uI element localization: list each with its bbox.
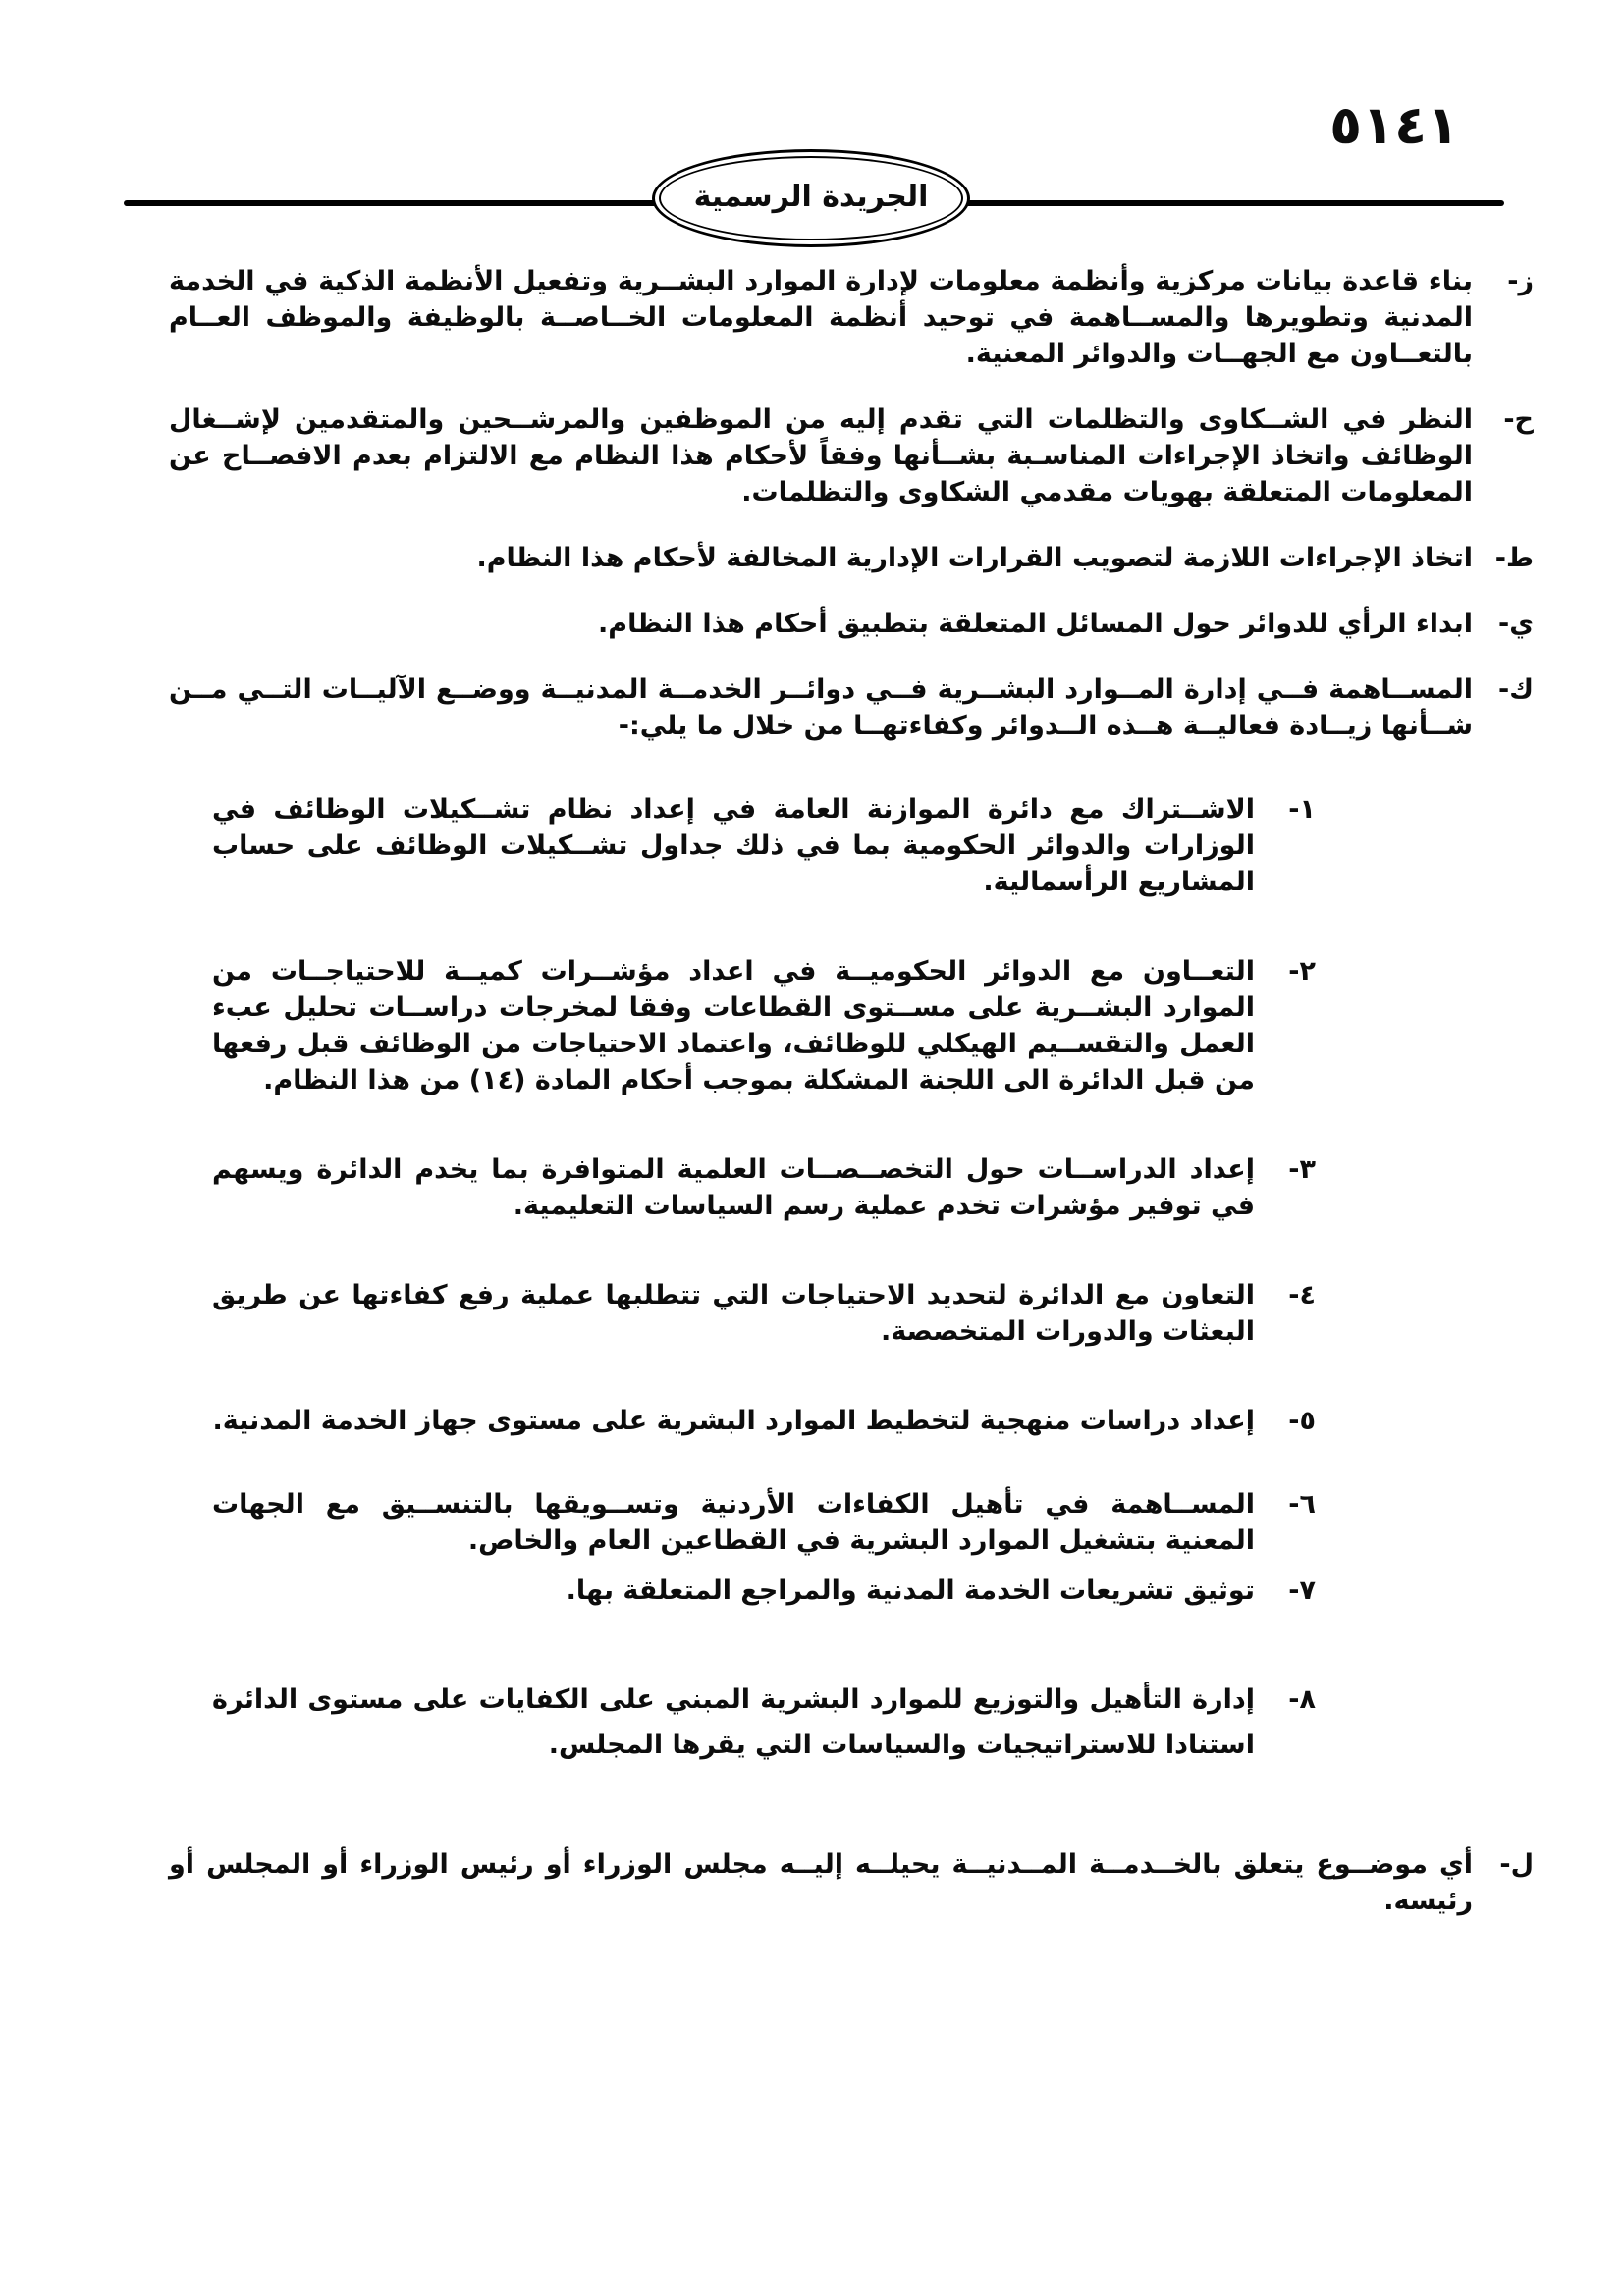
- item-marker: ٥-: [1288, 1406, 1316, 1436]
- body-text: [169, 263, 1534, 1919]
- item-text: إعداد دراسات منهجية لتخطيط الموارد البشرية على مستوى جهاز الخدمة المدنية.: [212, 1406, 1255, 1436]
- item-text: أي موضــوع يتعلق بالخــدمــة المــدنيــة يحيلــه إليــه مجلس الوزراء أو رئيس الوزراء أو المجلس أو رئيسه.: [169, 1849, 1473, 1916]
- item-marker: ٢-: [1288, 956, 1316, 987]
- item-text: إعداد الدراســات حول التخصــصــات العلمية المتوافرة بما يخدم الدائرة ويسهم في توفير مؤشرات تخدم عملية رسم السياسات التعليمية.: [212, 1154, 1255, 1221]
- gazette-oval: [652, 149, 970, 247]
- item-marker: ١-: [1288, 794, 1316, 825]
- gazette-title: الجريدة الرسمية: [693, 179, 929, 214]
- item-text: بناء قاعدة بيانات مركزية وأنظمة معلومات لإدارة الموارد البشــرية وتفعيل الأنظمة الذكية في الخدمة المدنية وتطويرها والمســاهمة في توحيد أنظمة المعلومات الخــاصــة بالوظيفة والموظف العــام بالتعــاون مع الجهــات والدوائر المعنية.: [169, 266, 1473, 369]
- item-text: ابداء الرأي للدوائر حول المسائل المتعلقة بتطبيق أحكام هذا النظام.: [598, 609, 1473, 639]
- item-marker: ز-: [1507, 266, 1534, 296]
- item-marker: ٤-: [1288, 1280, 1316, 1310]
- list-item-3: [212, 1151, 1316, 1224]
- list-item-k: [169, 671, 1534, 744]
- item-text: المســاهمة في تأهيل الكفاءات الأردنية وتســويقها بالتنســيق مع الجهات المعنية بتشغيل الموارد البشرية في القطاعين العام والخاص.: [212, 1489, 1255, 1556]
- list-item-1: [212, 791, 1316, 900]
- list-item-y: [169, 606, 1534, 642]
- item-text: توثيق تشريعات الخدمة المدنية والمراجع المتعلقة بها.: [566, 1575, 1255, 1606]
- item-marker: ٦-: [1288, 1489, 1316, 1520]
- item-marker: ٧-: [1288, 1575, 1316, 1606]
- list-item-2: [212, 953, 1316, 1098]
- item-text: النظر في الشــكاوى والتظلمات التي تقدم إليه من الموظفين والمرشــحين والمتقدمين لإشــغال الوظائف واتخاذ الإجراءات المناسـبة بشــأنها وفقاً لأحكام هذا النظام مع الالتزام بعدم الافصــاح عن المعلومات المتعلقة بهويات مقدمي الشكاوى والتظلمات.: [169, 404, 1473, 507]
- item-marker: ٨-: [1288, 1684, 1316, 1715]
- item-marker: ي-: [1498, 609, 1534, 639]
- item-marker: ط-: [1494, 543, 1534, 573]
- list-item-z: [169, 263, 1534, 372]
- item-marker: ك-: [1498, 674, 1534, 705]
- item-text: التعــاون مع الدوائر الحكوميــة في اعداد مؤشــرات كميــة للاحتياجــات من الموارد البشــرية على مســتوى القطاعات وفقا لمخرجات دراســات تحليل عبء العمل والتقســيم الهيكلي للوظائف، واعتماد الاحتياجات من الوظائف قبل رفعها من قبل الدائرة الى اللجنة المشكلة بموجب أحكام المادة (١٤) من هذا النظام.: [212, 956, 1255, 1095]
- gazette-oval-inner: [659, 156, 963, 240]
- list-item-tt: [169, 540, 1534, 576]
- list-item-7: [212, 1573, 1316, 1609]
- item-marker: ل-: [1499, 1849, 1534, 1880]
- item-text: إدارة التأهيل والتوزيع للموارد البشرية المبني على الكفايات على مستوى الدائرة استنادا للاستراتيجيات والسياسات التي يقرها المجلس.: [212, 1684, 1255, 1760]
- item-text: المســاهمة فــي إدارة المــوارد البشــرية فــي دوائــر الخدمــة المدنيــة ووضــع الآليــات التــي مــن شــأنها زيــادة فعاليــة هــذه الــدوائر وكفاءتهــا من خلال ما يلي:-: [169, 674, 1473, 741]
- list-item-5: [212, 1403, 1316, 1439]
- list-item-4: [212, 1277, 1316, 1350]
- list-item-8: [212, 1678, 1316, 1768]
- item-text: الاشــتراك مع دائرة الموازنة العامة في إعداد نظام تشــكيلات الوظائف في الوزارات والدوائر الحكومية بما في ذلك جداول تشــكيلات الوظائف على حساب المشاريع الرأسمالية.: [212, 794, 1255, 897]
- item-text: التعاون مع الدائرة لتحديد الاحتياجات التي تتطلبها عملية رفع كفاءتها عن طريق البعثات والدورات المتخصصة.: [212, 1280, 1255, 1347]
- list-item-hh: [169, 401, 1534, 510]
- page-number: ٥١٤١: [1329, 94, 1459, 156]
- item-marker: ٣-: [1288, 1154, 1316, 1185]
- item-text: اتخاذ الإجراءات اللازمة لتصويب القرارات الإدارية المخالفة لأحكام هذا النظام.: [476, 543, 1473, 573]
- list-item-6: [212, 1486, 1316, 1559]
- list-item-l: [169, 1846, 1534, 1919]
- item-marker: ح-: [1503, 404, 1534, 435]
